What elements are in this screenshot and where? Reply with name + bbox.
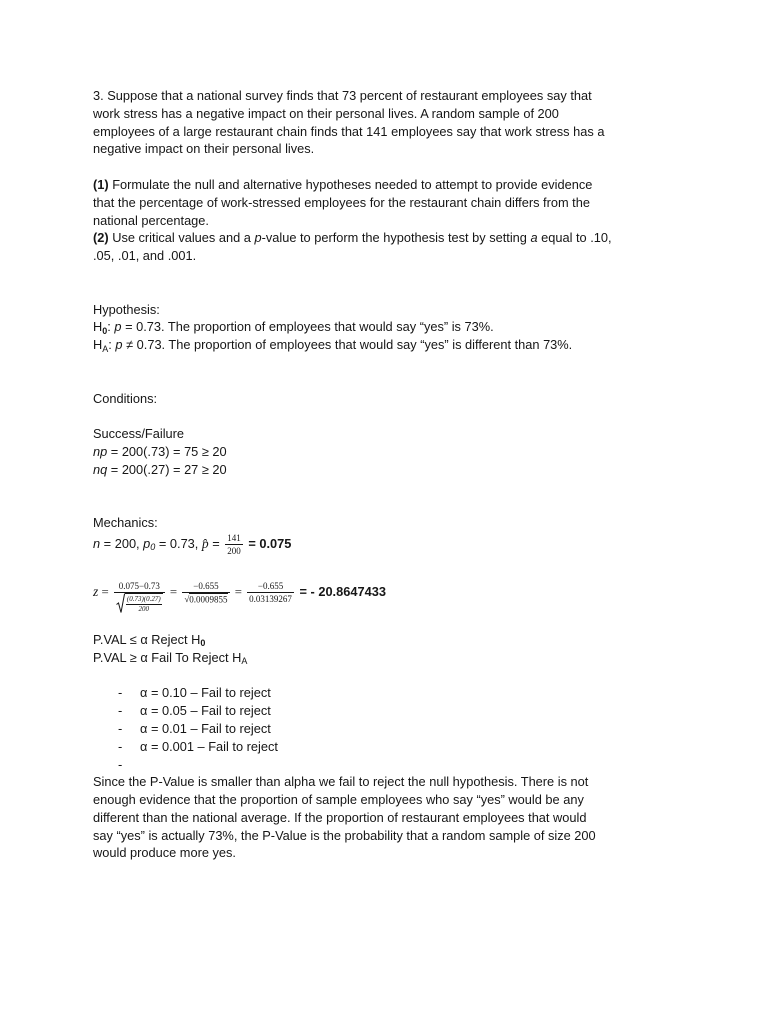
question-intro-line: employees of a large restaurant chain finds that 141 employees say that work stress has a: [93, 123, 605, 139]
list-bullet: -: [118, 738, 123, 754]
fraction-denominator: 0.03139267: [249, 594, 292, 605]
radicand: [125, 593, 163, 613]
fail-rule-subscript: A: [241, 656, 248, 667]
alternative-subscript: A: [102, 343, 109, 354]
blank-line: [93, 265, 733, 283]
np-condition: [93, 443, 733, 461]
p-variable: p: [115, 337, 123, 353]
radical-sign: √: [184, 594, 190, 605]
radical-sign-icon: [116, 593, 125, 613]
part-2-text: Use critical values and a: [108, 230, 255, 246]
list-bullet: -: [118, 685, 123, 701]
question-part-2-line: .05, .01, and .001.: [93, 248, 197, 264]
question-part-1-line: [93, 176, 733, 194]
h-symbol: H: [93, 319, 103, 335]
fail-to-reject-rule: [93, 649, 733, 667]
blank-line: [93, 283, 733, 301]
fail-rule-text: P.VAL ≥ α Fail To Reject H: [93, 649, 242, 665]
z-statistic-equation: [93, 570, 733, 614]
spacer: [93, 614, 733, 631]
part-1-label: (1): [93, 176, 109, 192]
h-symbol: H: [93, 337, 103, 353]
blank-line: [93, 496, 733, 514]
fraction-numerator: 141: [227, 533, 241, 544]
question-part-1-line: that the percentage of work-stressed employees for the restaurant chain differs from the: [93, 194, 590, 210]
colon: :: [107, 319, 115, 335]
fraction-numerator: −0.655: [182, 581, 229, 593]
blank-line: [93, 372, 733, 390]
reject-rule: [93, 631, 733, 649]
radicand: 0.0009855: [189, 594, 228, 605]
inner-fraction: [125, 594, 163, 613]
z-fraction: [114, 572, 165, 613]
part-2-text: -value to perform the hypothesis test by setting: [261, 230, 531, 246]
part-2-text: equal to .10,: [537, 230, 612, 246]
list-bullet: -: [118, 756, 123, 772]
inner-denominator: 200: [138, 605, 150, 614]
document-body: [93, 87, 733, 862]
p-hat-variable: p̂: [201, 535, 209, 551]
alternative-hypothesis-text: ≠ 0.73. The proportion of employees that would say “yes” is different than 73%.: [122, 337, 573, 353]
blank-line: [93, 479, 733, 497]
p-variable: p: [254, 230, 262, 246]
equals-sign: =: [166, 584, 181, 599]
list-item: [93, 684, 733, 702]
np-variable: np: [93, 443, 108, 459]
null-hypothesis: [93, 318, 733, 336]
list-item: [93, 702, 733, 720]
question-intro-line: 3. Suppose that a national survey finds that 73 percent of restaurant employees say that: [93, 88, 592, 103]
n-variable: n: [93, 535, 101, 551]
p0-value: = 0.73,: [155, 535, 202, 551]
second-fraction: [182, 581, 229, 604]
colon: :: [108, 337, 116, 353]
conditions-heading: Conditions:: [93, 390, 158, 406]
fraction-denominator: 200: [227, 546, 241, 557]
equals-sign: =: [98, 584, 112, 599]
part-2-label: (2): [93, 230, 109, 246]
list-item-text: α = 0.10 – Fail to reject: [140, 685, 271, 701]
fraction-denominator: [182, 593, 229, 604]
p-hat-result: = 0.075: [244, 535, 292, 551]
p0-subscript: 0: [150, 542, 156, 553]
hypothesis-heading: Hypothesis:: [93, 301, 160, 317]
blank-line: [93, 407, 733, 425]
conclusion-line: would produce more yes.: [93, 845, 236, 861]
nq-expression: = 200(.27) = 27 ≥ 20: [107, 461, 227, 477]
blank-line: [93, 158, 733, 176]
np-expression: = 200(.73) = 75 ≥ 20: [107, 443, 227, 459]
mechanics-parameters: [93, 532, 733, 556]
success-failure-heading: Success/Failure: [93, 426, 185, 442]
p-hat-fraction: [225, 533, 243, 556]
z-numerator: 0.075−0.73: [114, 572, 165, 593]
list-bullet: -: [118, 703, 123, 719]
conclusion-line: enough evidence that the proportion of sample employees who say “yes” would be any: [93, 792, 584, 808]
inner-numerator: (0.73)(0.27): [126, 595, 161, 604]
null-subscript: 0: [102, 325, 108, 336]
nq-condition: [93, 461, 733, 479]
p-variable: p: [114, 319, 122, 335]
alpha-variable: a: [530, 230, 538, 246]
n-value: = 200,: [100, 535, 144, 551]
mechanics-heading: Mechanics:: [93, 515, 158, 531]
null-hypothesis-text: = 0.73. The proportion of employees that would say “yes” is 73%.: [121, 319, 494, 335]
fraction-numerator: −0.655: [247, 581, 294, 593]
equals-sign: =: [231, 584, 246, 599]
blank-line: [93, 667, 733, 685]
z-variable: z: [93, 583, 99, 599]
nq-variable: nq: [93, 461, 108, 477]
conclusion-line: different than the national average. If the proportion of restaurant employees that would: [93, 809, 587, 825]
reject-rule-subscript: 0: [200, 638, 206, 649]
third-fraction: [247, 581, 294, 604]
reject-rule-text: P.VAL ≤ α Reject H: [93, 631, 201, 647]
z-result: = - 20.8647433: [295, 583, 386, 599]
blank-line: [93, 354, 733, 372]
list-item-text: α = 0.001 – Fail to reject: [140, 738, 278, 754]
list-item: [93, 738, 733, 756]
conclusion-line: Since the P-Value is smaller than alpha we fail to reject the null hypothesis. There is not: [93, 774, 589, 790]
question-part-1-line: national percentage.: [93, 212, 209, 228]
list-item: [93, 720, 733, 738]
equals-sign: =: [208, 535, 224, 551]
conclusion-line: say “yes” is actually 73%, the P-Value is the probability that a random sample of size 200: [93, 827, 596, 843]
list-item: [93, 756, 733, 774]
question-intro-line: work stress has a negative impact on their personal lives. A random sample of 200: [93, 105, 559, 121]
list-item-text: α = 0.05 – Fail to reject: [140, 703, 271, 719]
part-1-text: Formulate the null and alternative hypotheses needed to attempt to provide evidence: [108, 176, 593, 192]
list-bullet: -: [118, 720, 123, 736]
list-item-text: α = 0.01 – Fail to reject: [140, 720, 271, 736]
z-denominator: [114, 593, 165, 613]
question-part-2-line: [93, 229, 733, 247]
alternative-hypothesis: [93, 336, 733, 354]
p0-variable: p: [143, 535, 151, 551]
question-intro-line: negative impact on their personal lives.: [93, 141, 315, 157]
